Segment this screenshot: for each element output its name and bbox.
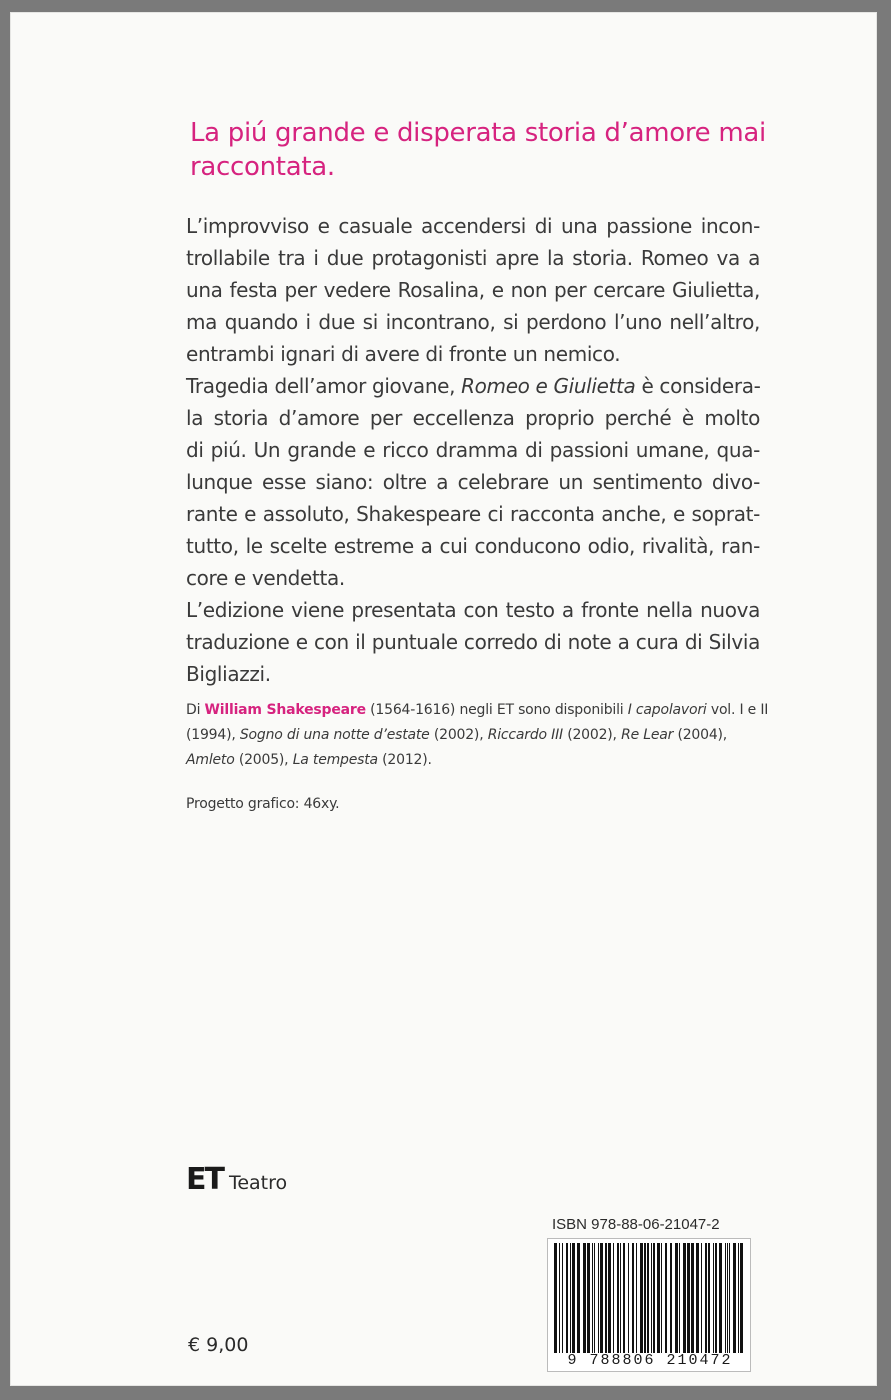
barcode-bar	[729, 1243, 730, 1353]
et-logo-mark: ET	[186, 1162, 223, 1197]
barcode-bar	[644, 1243, 646, 1353]
barcode-bar	[598, 1243, 599, 1353]
barcode-bar	[566, 1243, 568, 1353]
tagline	[190, 116, 770, 184]
barcode-bar	[675, 1243, 678, 1353]
blurb-line: entrambi ignari di avere di fronte un nemico.	[186, 342, 621, 366]
blurb-line: core e vendetta.	[186, 566, 345, 590]
credits-text: (2012).	[377, 752, 432, 768]
tagline-line-2: raccontata.	[190, 152, 335, 182]
blurb-line: ma quando i due si incontrano, si perdono l’uno nell’altro,	[186, 310, 760, 334]
barcode-bar	[605, 1243, 607, 1353]
blurb-line: una festa per vedere Rosalina, e non per cercare Giulietta,	[186, 278, 760, 302]
credits-text: (2002),	[429, 727, 488, 743]
blurb-line: lunque esse siano: oltre a celebrare un sentimento divo-	[186, 470, 760, 494]
barcode-bar	[632, 1243, 634, 1353]
barcode-bar	[691, 1243, 694, 1353]
barcode-bar	[583, 1243, 586, 1353]
barcode-bar	[738, 1243, 739, 1353]
blurb-line-tail: è considera-	[635, 374, 761, 398]
barcode-bar	[620, 1243, 621, 1353]
credits-line-1	[186, 698, 769, 723]
barcode-bar	[554, 1243, 557, 1353]
credits-prefix: Di	[186, 702, 205, 718]
work-title: Re Lear	[621, 727, 674, 743]
barcode-bar	[617, 1243, 619, 1353]
blurb-line: di piú. Un grande e ricco dramma di passioni umane, qua-	[186, 438, 760, 462]
barcode-bar	[592, 1243, 593, 1353]
barcode-bar	[708, 1243, 710, 1353]
play-title: Romeo e Giulietta	[461, 374, 636, 398]
barcode-bar	[613, 1243, 614, 1353]
design-credit: Progetto grafico: 46xy.	[186, 796, 340, 812]
barcode-bar	[608, 1243, 611, 1353]
barcode-bar	[600, 1243, 603, 1353]
series-name: Teatro	[228, 1172, 288, 1194]
barcode-digits: 9 788806 210472	[567, 1352, 733, 1369]
barcode-block	[547, 1216, 751, 1372]
barcode-bar	[594, 1243, 595, 1353]
barcode-bar	[623, 1243, 625, 1353]
barcode-bar	[740, 1243, 743, 1353]
author-credits	[186, 698, 769, 773]
barcode-bar	[628, 1243, 629, 1353]
blurb-line-head: Tragedia dell’amor giovane,	[186, 374, 462, 398]
author-name: William Shakespeare	[204, 702, 366, 718]
barcode-bar	[719, 1243, 722, 1353]
credits-text: (1564-1616) negli ET sono disponibili	[365, 702, 628, 718]
barcode-bar	[715, 1243, 717, 1353]
blurb-line: L’improvviso e casuale accendersi di una passione incon-	[186, 214, 760, 238]
blurb-line: rante e assoluto, Shakespeare ci racconta anche, e soprat-	[186, 502, 760, 526]
barcode-bar	[665, 1243, 667, 1353]
barcode-bar	[727, 1243, 728, 1353]
barcode-bar	[733, 1243, 736, 1353]
barcode	[547, 1238, 751, 1372]
isbn-label: ISBN 978-88-06-21047-2	[552, 1216, 720, 1233]
tagline-line-1: La piú grande e disperata storia d’amore mai	[190, 118, 766, 148]
barcode-bar	[653, 1243, 655, 1353]
credits-text: (1994),	[186, 727, 240, 743]
blurb	[186, 210, 760, 690]
work-title: Riccardo III	[487, 727, 563, 743]
credits-text: (2005),	[234, 752, 293, 768]
blurb-line: trollabile tra i due protagonisti apre la storia. Romeo va a	[186, 246, 760, 270]
barcode-bar	[587, 1243, 590, 1353]
barcode-bar	[647, 1243, 649, 1353]
barcode-bar	[577, 1243, 580, 1353]
barcode-bar	[701, 1243, 702, 1353]
barcode-bar	[679, 1243, 680, 1353]
barcode-bar	[670, 1243, 672, 1353]
blurb-line: traduzione e con il puntuale corredo di note a cura di Silvia	[186, 630, 760, 654]
credits-line-3	[186, 748, 766, 773]
work-title: I capolavori	[627, 702, 707, 718]
barcode-bar	[687, 1243, 690, 1353]
price: € 9,00	[188, 1334, 249, 1356]
barcode-bar	[725, 1243, 726, 1353]
barcode-bar	[651, 1243, 652, 1353]
blurb-line-with-title	[186, 370, 760, 402]
work-title: Sogno di una notte d’estate	[239, 727, 430, 743]
credits-text: (2004),	[673, 727, 728, 743]
credits-text: vol. I e II	[706, 702, 769, 718]
barcode-bar	[640, 1243, 643, 1353]
barcode-bar	[657, 1243, 660, 1353]
book-back-cover	[10, 12, 877, 1386]
blurb-line: la storia d’amore per eccellenza proprio perché è molto	[186, 406, 760, 430]
blurb-line: L’edizione viene presentata con testo a fronte nella nuova	[186, 598, 760, 622]
credits-text: (2002),	[562, 727, 622, 743]
credits-line-2	[186, 723, 766, 748]
blurb-line: tutto, le scelte estreme a cui conducono odio, rivalità, ran-	[186, 534, 760, 558]
work-title: La tempesta	[292, 752, 378, 768]
barcode-bar	[636, 1243, 637, 1353]
barcode-bar	[696, 1243, 699, 1353]
barcode-bar	[570, 1243, 571, 1353]
publisher-logo	[186, 1162, 287, 1197]
barcode-bar	[562, 1243, 563, 1353]
barcode-bar	[713, 1243, 714, 1353]
barcode-bars	[548, 1239, 752, 1357]
blurb-line: Bigliazzi.	[186, 662, 271, 686]
barcode-bar	[559, 1243, 560, 1353]
barcode-bar	[661, 1243, 662, 1353]
barcode-bar	[683, 1243, 686, 1353]
barcode-bar	[705, 1243, 707, 1353]
barcode-bar	[572, 1243, 575, 1353]
work-title: Amleto	[186, 752, 235, 768]
